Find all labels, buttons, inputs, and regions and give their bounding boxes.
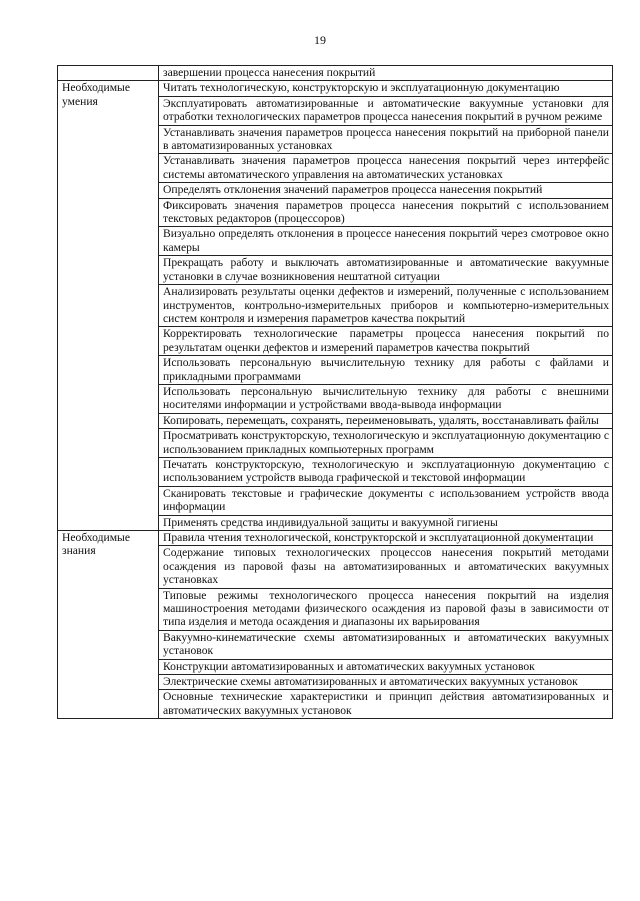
skills-item: Копировать, перемещать, сохранять, переименовывать, удалять, восстанавливать файлы — [159, 413, 613, 428]
skills-item: Прекращать работу и выключать автоматизированные и автоматические вакуумные установки в случае возникновения нештатной ситуации — [159, 256, 613, 285]
skills-row — [58, 81, 613, 96]
skills-item: Устанавливать значения параметров процесса нанесения покрытий на приборной панели в автоматизированных установках — [159, 125, 613, 154]
page-number: 19 — [314, 33, 326, 47]
skills-item: Определять отклонения значений параметров процесса нанесения покрытий — [159, 183, 613, 198]
skills-item: Устанавливать значения параметров процесса нанесения покрытий через интерфейс системы автоматического управления на автоматических установках — [159, 154, 613, 183]
knowledge-item: Типовые режимы технологического процесса нанесения покрытий на изделия машиностроения методами физического осаждения из паровой фазы в зависимости от типа изделия и метода осаждения и диапазоны их варьирования — [159, 588, 613, 630]
continuation-cell: завершении процесса нанесения покрытий — [159, 66, 613, 81]
knowledge-item: Содержание типовых технологических процессов нанесения покрытий методами осаждения из паровой фазы на автоматизированных и автоматических вакуумных установках — [159, 546, 613, 588]
knowledge-item: Вакуумно-кинематические схемы автоматизированных и автоматических вакуумных установок — [159, 630, 613, 659]
continuation-row — [58, 66, 613, 81]
knowledge-item: Основные технические характеристики и принцип действия автоматизированных и автоматических вакуумных установок — [159, 690, 613, 719]
skills-item: Печатать конструкторскую, технологическую и эксплуатационную документацию с использованием устройств вывода графической и текстовой информации — [159, 457, 613, 486]
skills-section-label: Необходимые умения — [58, 81, 159, 531]
requirements-table — [57, 65, 613, 719]
knowledge-item: Конструкции автоматизированных и автоматических вакуумных установок — [159, 659, 613, 674]
skills-item: Использовать персональную вычислительную технику для работы с внешними носителями информации и устройствами ввода-вывода информации — [159, 384, 613, 413]
skills-item: Эксплуатировать автоматизированные и автоматические вакуумные установки для отработки технологических параметров процесса нанесения покрытий в ручном режиме — [159, 96, 613, 125]
skills-item: Использовать персональную вычислительную технику для работы с файлами и прикладными программами — [159, 356, 613, 385]
skills-item: Просматривать конструкторскую, технологическую и эксплуатационную документацию с использованием прикладных компьютерных программ — [159, 429, 613, 458]
skills-item: Читать технологическую, конструкторскую и эксплуатационную документацию — [159, 81, 613, 96]
knowledge-section-label: Необходимые знания — [58, 531, 159, 719]
skills-item: Анализировать результаты оценки дефектов и измерений, полученные с использованием инструментов, контрольно-измерительных приборов и компьютерно-измерительных систем контроля и измерения параметров качества покрытий — [159, 285, 613, 327]
skills-item: Корректировать технологические параметры процесса нанесения покрытий по результатам оценки дефектов и измерений параметров качества покрытий — [159, 327, 613, 356]
empty-label-cell — [58, 66, 159, 81]
skills-item: Визуально определять отклонения в процессе нанесения покрытий через смотровое окно камеры — [159, 227, 613, 256]
skills-item: Применять средства индивидуальной защиты и вакуумной гигиены — [159, 515, 613, 530]
knowledge-item: Электрические схемы автоматизированных и автоматических вакуумных установок — [159, 675, 613, 690]
knowledge-item: Правила чтения технологической, конструкторской и эксплуатационной документации — [159, 531, 613, 546]
skills-item: Сканировать текстовые и графические документы с использованием устройств ввода информации — [159, 486, 613, 515]
knowledge-row — [58, 531, 613, 546]
skills-item: Фиксировать значения параметров процесса нанесения покрытий с использованием текстовых редакторов (процессоров) — [159, 198, 613, 227]
